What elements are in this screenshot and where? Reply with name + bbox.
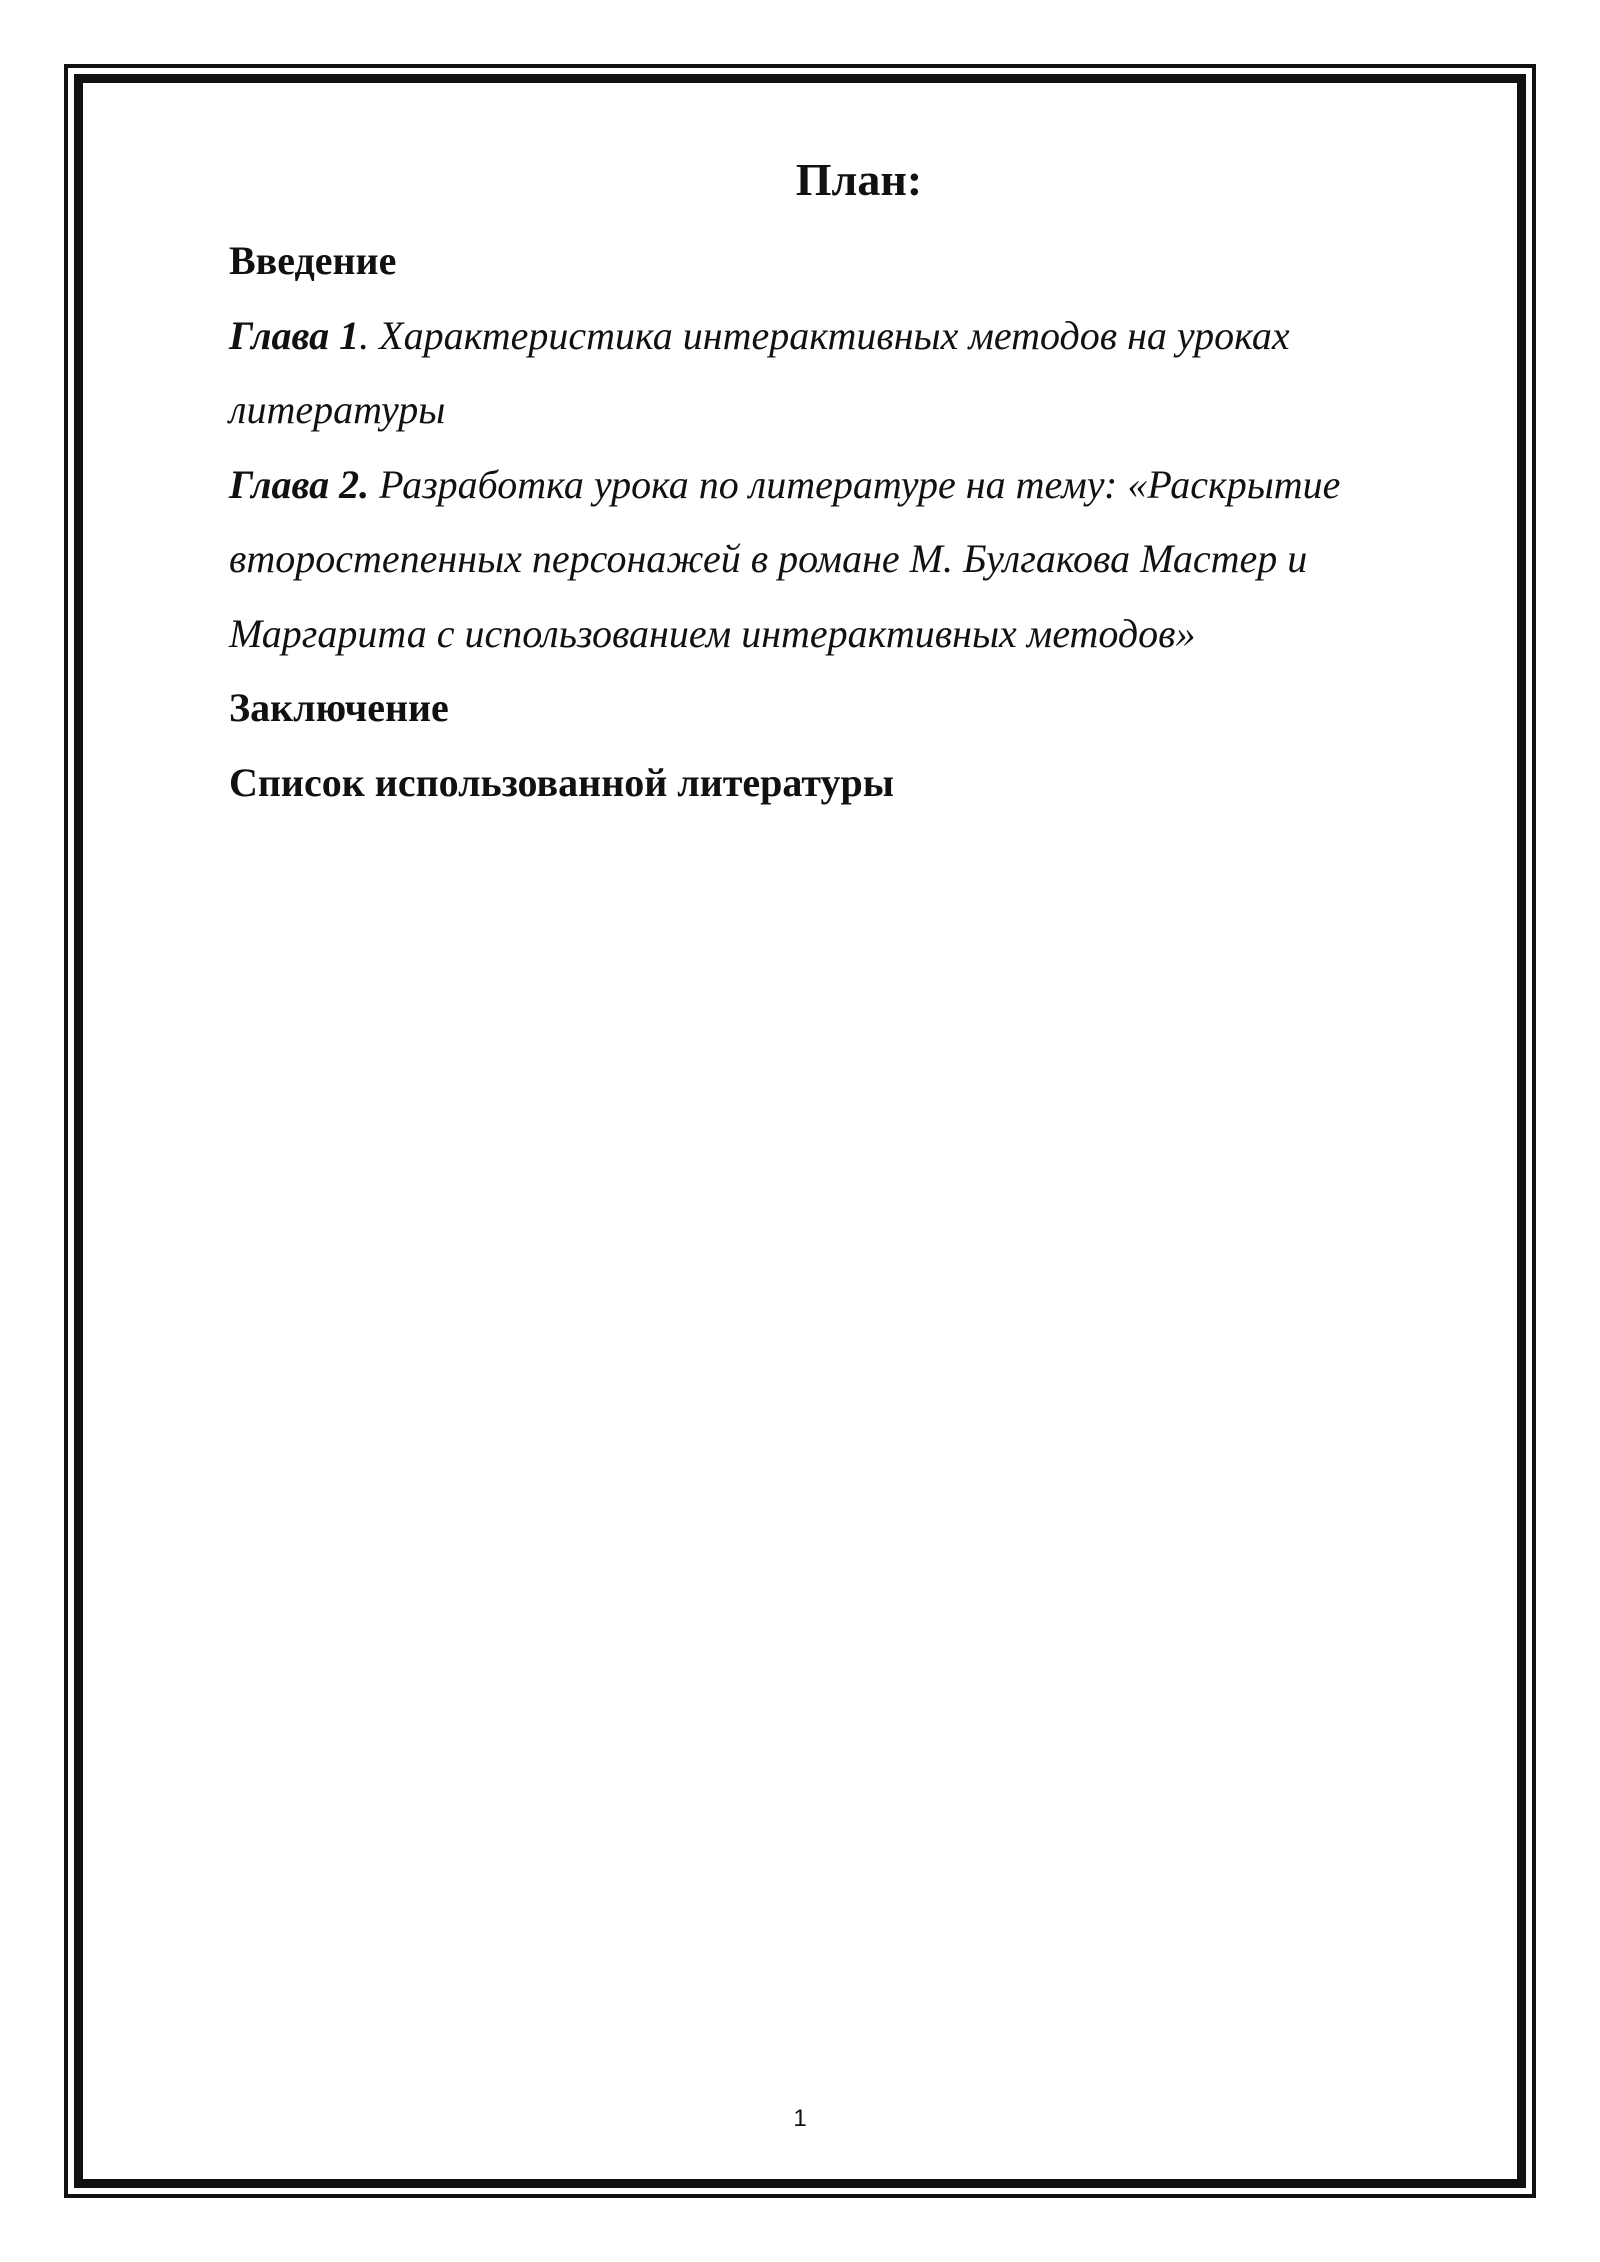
chapter-1-label-suffix: . — [359, 312, 370, 358]
toc-item-chapter-2 — [229, 448, 1469, 523]
page-number: 1 — [793, 2105, 807, 2132]
chapter-2-title-line-2: второстепенных персонажей в романе М. Булгакова Мастер и — [229, 536, 1308, 581]
chapter-2-title-line-1: Разработка урока по литературе на тему: «Раскрытие — [369, 461, 1341, 507]
page-title: План: — [795, 154, 923, 205]
chapter-1-title-line-1: Характеристика интерактивных методов на уроках — [369, 312, 1290, 358]
chapter-1-label: Глава 1 — [229, 312, 360, 358]
chapter-2-title-line-3: Маргарита с использованием интерактивных методов» — [229, 610, 1196, 656]
toc-item-introduction: Введение — [229, 238, 397, 283]
toc-item-conclusion: Заключение — [229, 685, 449, 730]
table-of-contents — [229, 148, 1469, 820]
chapter-2-label: Глава 2. — [229, 461, 370, 507]
toc-item-chapter-1 — [229, 299, 1469, 374]
chapter-1-title-line-2: литературы — [229, 387, 446, 432]
toc-item-bibliography: Список использованной литературы — [229, 759, 894, 805]
